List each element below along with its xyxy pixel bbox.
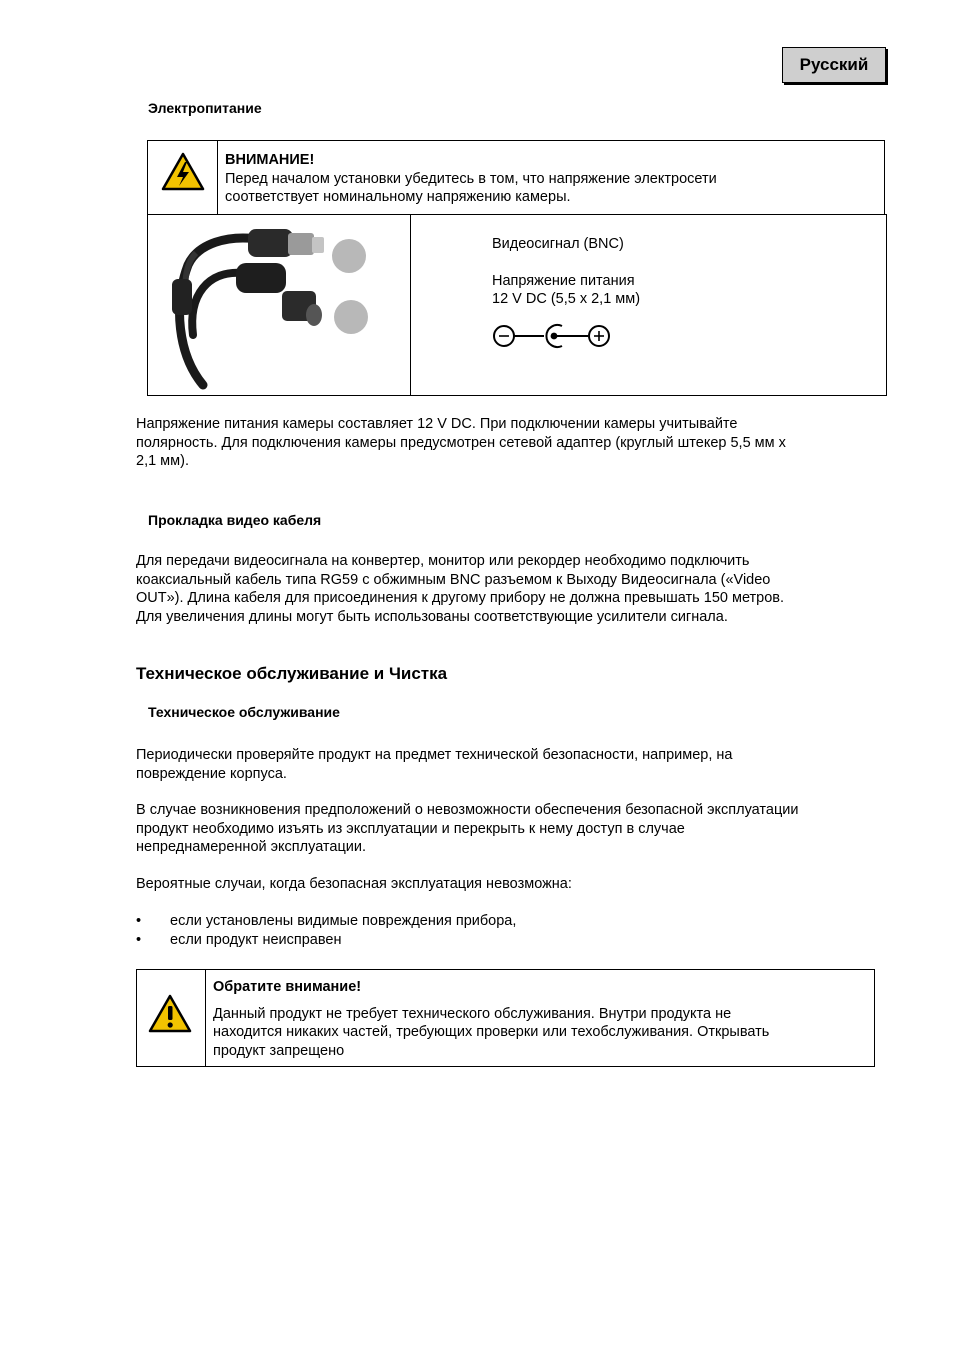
text-line: Для увеличения длины могут быть использованы соответствующие усилители сигнала. (136, 608, 728, 625)
language-tab: Русский (782, 47, 886, 83)
list-item-text: если установлены видимые повреждения прибора, (170, 913, 517, 929)
exclamation-warning-icon (148, 994, 192, 1034)
maintenance-subheading: Техническое обслуживание (148, 704, 340, 720)
note-line: находится никаких частей, требующих проверки или техобслуживания. Открывать (213, 1024, 770, 1040)
power-warning-box (147, 140, 885, 215)
supply-value: 12 V DC (5,5 x 2,1 мм) (492, 291, 641, 307)
text-line: 2,1 мм). (136, 453, 189, 469)
text-line: Периодически проверяйте продукт на предмет технической безопасности, например, на (136, 747, 733, 763)
note-line: Данный продукт не требует технического обслуживания. Внутри продукта не (213, 1005, 732, 1022)
supply-label: Напряжение питания (492, 272, 635, 289)
list-item-text: если продукт неисправен (170, 932, 342, 948)
text-line: OUT»). Длина кабеля для присоединения к другому прибору не должна превышать 150 метров. (136, 590, 785, 606)
high-voltage-icon (161, 152, 205, 192)
cable-image-cell (148, 215, 411, 395)
note-line: продукт запрещено (213, 1042, 345, 1059)
note-icon-cell (137, 970, 206, 1066)
text-line: Для передачи видеосигнала на конвертер, монитор или рекордер необходимо подключить (136, 553, 750, 569)
power-heading: Электропитание (148, 100, 262, 116)
text-line: полярность. Для подключения камеры предусмотрен сетевой адаптер (круглый штекер 5,5 мм x (136, 434, 786, 451)
warning-title: ВНИМАНИЕ! (225, 152, 315, 168)
video-cable-heading: Прокладка видео кабеля (148, 512, 322, 528)
camera-cable-image (148, 215, 410, 397)
maintenance-para2 (136, 801, 798, 857)
video-cable-paragraph (136, 552, 784, 626)
maintenance-note-box (136, 969, 875, 1067)
maintenance-para3: Вероятные случаи, когда безопасная эксплуатация невозможна: (136, 876, 572, 892)
warning-line: Перед началом установки убедитесь в том, что напряжение электросети (225, 170, 717, 187)
maintenance-heading: Техническое обслуживание и Чистка (136, 664, 448, 683)
polarity-symbol-icon (492, 321, 618, 351)
bullet-icon: • (136, 913, 142, 929)
warning-line: соответствует номинальному напряжению камеры. (225, 189, 571, 205)
text-line: продукт необходимо изъять из эксплуатации и перекрыть к нему доступ в случае (136, 820, 685, 837)
video-signal-label: Видеосигнал (BNC) (492, 236, 624, 252)
connector-box (147, 214, 887, 396)
bullet-icon: • (136, 932, 142, 948)
note-title: Обратите внимание! (213, 979, 362, 995)
text-line: непреднамеренной эксплуатации. (136, 839, 367, 855)
bullet-list (136, 912, 516, 950)
maintenance-para1 (136, 746, 732, 783)
text-line: Напряжение питания камеры составляет 12 V DC. При подключении камеры учитывайте (136, 416, 738, 432)
list-item (136, 912, 516, 931)
warning-icon-cell (148, 141, 218, 214)
list-item (136, 931, 516, 950)
power-paragraph (136, 415, 786, 471)
text-line: В случае возникновения предположений о невозможности обеспечения безопасной эксплуатации (136, 802, 799, 818)
text-line: повреждение корпуса. (136, 765, 287, 782)
text-line: коаксиальный кабель типа RG59 с обжимным BNC разъемом к Выходу Видеосигнала («Video (136, 571, 771, 588)
